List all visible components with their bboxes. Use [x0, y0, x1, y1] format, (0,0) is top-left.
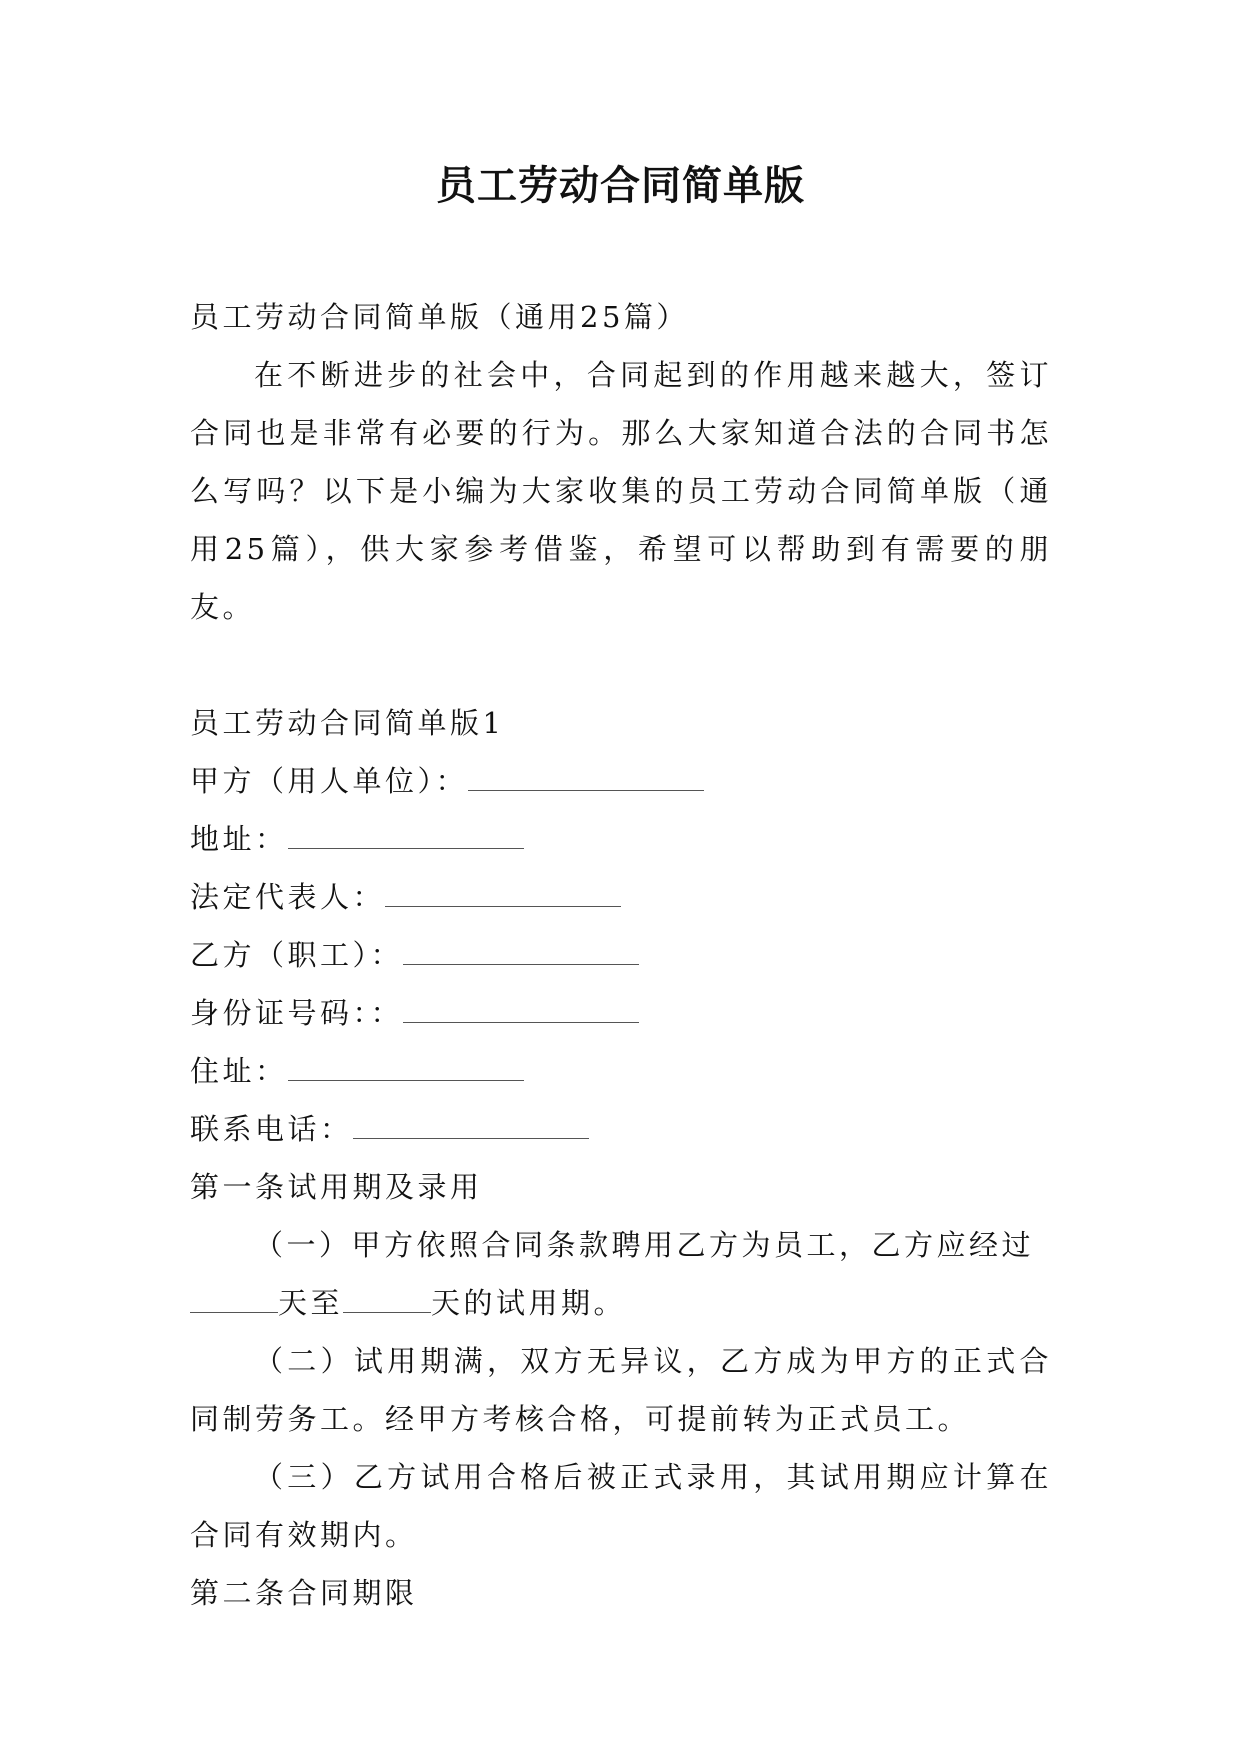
article-1-item-3: （三）乙方试用合格后被正式录用，其试用期应计算在合同有效期内。 [190, 1460, 1052, 1552]
probation-period-label: 天的试用期。 [431, 1286, 627, 1320]
section-heading: 员工劳动合同简单版1 [190, 706, 505, 740]
party-b-label: 乙方（职工）： [190, 938, 404, 972]
article-1-item-2: （二）试用期满，双方无异议，乙方成为甲方的正式合同制劳务工。经甲方考核合格，可提前转为正式员工。 [190, 1344, 1052, 1436]
residence-label: 住址： [190, 1054, 288, 1088]
probation-min-blank [190, 1284, 278, 1313]
probation-days-to-label: 天至 [278, 1286, 344, 1320]
address-label: 地址： [190, 822, 288, 856]
party-b-field [190, 926, 1052, 984]
paragraph-spacer [190, 636, 1052, 694]
party-b-blank [403, 936, 639, 965]
residence-field [190, 1042, 1052, 1100]
address-field [190, 810, 1052, 868]
id-number-field [190, 984, 1052, 1042]
party-a-blank [468, 762, 704, 791]
phone-label: 联系电话： [190, 1112, 353, 1146]
article-2-heading: 第二条合同期限 [190, 1576, 418, 1610]
legal-rep-blank [385, 878, 621, 907]
legal-rep-field [190, 868, 1052, 926]
party-a-label: 甲方（用人单位）： [190, 764, 469, 798]
intro-paragraph: 在不断进步的社会中，合同起到的作用越来越大，签订合同也是非常有必要的行为。那么大家知道合法的合同书怎么写吗？以下是小编为大家收集的员工劳动合同简单版（通用25篇），供大家参考借鉴，希望可以帮助到有需要的朋友。 [190, 358, 1052, 624]
article-1-item-1-line-1: （一）甲方依照合同条款聘用乙方为员工，乙方应经过 [254, 1228, 1035, 1262]
article-1-heading: 第一条试用期及录用 [190, 1170, 483, 1204]
article-1-item-1-line-2 [190, 1274, 1052, 1332]
party-a-field [190, 752, 1052, 810]
phone-field [190, 1100, 1052, 1158]
phone-blank [353, 1110, 589, 1139]
probation-max-blank [343, 1284, 431, 1313]
document-subtitle: 员工劳动合同简单版（通用25篇） [190, 300, 689, 334]
document-body [190, 288, 1052, 1622]
document-title: 员工劳动合同简单版 [436, 162, 805, 209]
id-number-label: 身份证号码：： [190, 996, 404, 1030]
address-blank [288, 820, 524, 849]
residence-blank [288, 1052, 524, 1081]
id-number-blank [403, 994, 639, 1023]
legal-rep-label: 法定代表人： [190, 880, 386, 914]
